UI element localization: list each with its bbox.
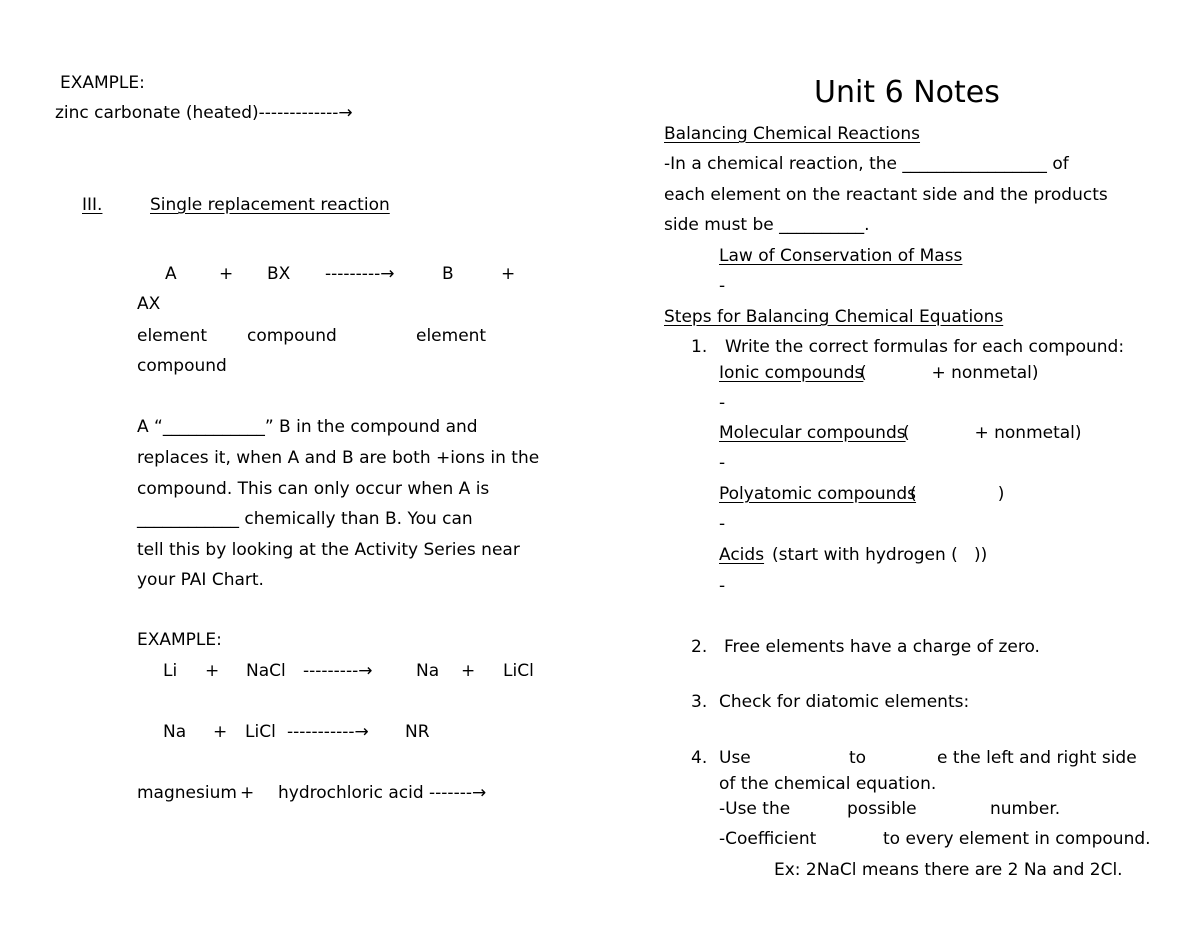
balancing-line-2: each element on the reactant side and the products	[664, 185, 1108, 205]
heading-steps: Steps for Balancing Chemical Equations	[664, 307, 1004, 327]
formula-plus-1: +	[219, 264, 234, 284]
step-4-rest: e the left and right side	[937, 748, 1137, 768]
step-2-number: 2.	[691, 637, 708, 657]
formula-ax: AX	[137, 294, 161, 314]
zinc-carbonate-line: zinc carbonate (heated)-------------→	[55, 103, 353, 123]
ex3-magnesium: magnesium	[137, 783, 237, 803]
polyatomic-compounds-rest: ( )	[910, 484, 1005, 504]
balancing-line-1: -In a chemical reaction, the _________________ of	[664, 154, 1069, 174]
step-1-number: 1.	[691, 337, 708, 357]
formula-plus-2: +	[501, 264, 516, 284]
type-element-1: element	[137, 326, 208, 346]
coefficient: -Coefficient	[719, 829, 817, 849]
ex3-plus: +	[240, 783, 255, 803]
formula-a: A	[165, 264, 177, 284]
type-compound-1: compound	[247, 326, 337, 346]
section-title: Single replacement reaction	[150, 195, 390, 215]
ex3-hydrochloric: hydrochloric acid -------→	[278, 783, 487, 803]
balancing-line-3: side must be __________.	[664, 215, 870, 235]
possible: possible	[847, 799, 917, 819]
ex2-plus: +	[213, 722, 228, 742]
step-4-number: 4.	[691, 748, 708, 768]
acids-dash: -	[719, 576, 726, 596]
ex1-na: Na	[416, 661, 440, 681]
acids-rest: (start with hydrogen ( ))	[772, 545, 988, 565]
ex2-nr: NR	[405, 722, 430, 742]
paragraph-line-4: ____________ chemically than B. You can	[137, 509, 473, 529]
step-2-text: Free elements have a charge of zero.	[724, 637, 1040, 657]
polyatomic-compounds-label: Polyatomic compounds	[719, 484, 917, 504]
type-compound-2: compound	[137, 356, 227, 376]
paragraph-line-6: your PAI Chart.	[137, 570, 264, 590]
number: number.	[990, 799, 1061, 819]
example-label-2: EXAMPLE:	[137, 630, 222, 650]
step-4-to: to	[849, 748, 867, 768]
step-3-text: Check for diatomic elements:	[719, 692, 970, 712]
formula-bx: BX	[267, 264, 291, 284]
type-element-2: element	[416, 326, 487, 346]
ex2-na: Na	[163, 722, 187, 742]
formula-b: B	[442, 264, 454, 284]
ionic-compounds-rest: ( + nonmetal)	[860, 363, 1039, 383]
step-1-text: Write the correct formulas for each compound:	[725, 337, 1125, 357]
ionic-dash: -	[719, 393, 726, 413]
ex2-licl: LiCl	[245, 722, 276, 742]
ex1-nacl: NaCl	[246, 661, 286, 681]
polyatomic-dash: -	[719, 514, 726, 534]
use-the: -Use the	[719, 799, 791, 819]
paragraph-line-2: replaces it, when A and B are both +ions in the	[137, 448, 540, 468]
molecular-compounds-rest: ( + nonmetal)	[903, 423, 1082, 443]
ex1-plus-1: +	[205, 661, 220, 681]
nacl-example: Ex: 2NaCl means there are 2 Na and 2Cl.	[774, 860, 1123, 880]
step-3-number: 3.	[691, 692, 708, 712]
ex1-licl: LiCl	[503, 661, 534, 681]
law-conservation-mass: Law of Conservation of Mass	[719, 246, 963, 266]
acids-label: Acids	[719, 545, 765, 565]
step-4-line-2: of the chemical equation.	[719, 774, 937, 794]
ex1-li: Li	[163, 661, 178, 681]
ionic-compounds-label: Ionic compounds	[719, 363, 864, 383]
example-label-1: EXAMPLE:	[60, 73, 145, 93]
molecular-dash: -	[719, 453, 726, 473]
page-title: Unit 6 Notes	[814, 75, 1000, 110]
paragraph-line-3: compound. This can only occur when A is	[137, 479, 490, 499]
law-dash: -	[719, 276, 726, 296]
step-4-use: Use	[719, 748, 751, 768]
to-every-element: to every element in compound.	[883, 829, 1151, 849]
formula-arrow: ---------→	[325, 264, 395, 284]
ex1-arrow: ---------→	[303, 661, 373, 681]
heading-balancing: Balancing Chemical Reactions	[664, 124, 921, 144]
molecular-compounds-label: Molecular compounds	[719, 423, 906, 443]
paragraph-line-5: tell this by looking at the Activity Series near	[137, 540, 520, 560]
ex1-plus-2: +	[461, 661, 476, 681]
section-numeral: III.	[82, 195, 103, 215]
ex2-arrow: -----------→	[287, 722, 369, 742]
paragraph-line-1: A “____________” B in the compound and	[137, 417, 478, 437]
